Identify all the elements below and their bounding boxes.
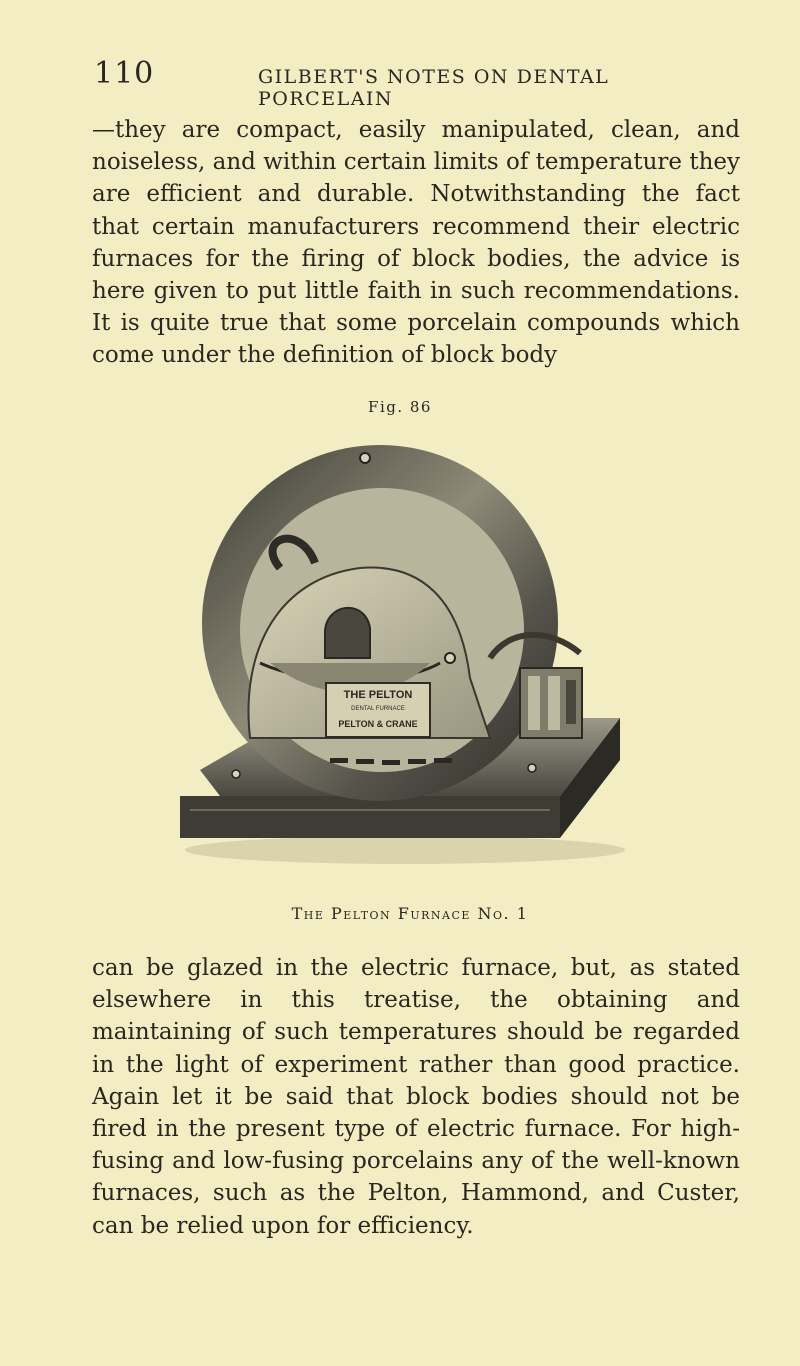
base-front	[180, 796, 560, 838]
figure-label: Fig. 86	[368, 398, 432, 416]
body-paragraph-1	[92, 114, 740, 372]
figure-caption: The Pelton Furnace No. 1	[291, 904, 529, 923]
page-number: 110	[94, 56, 155, 91]
body-paragraph-2	[92, 952, 740, 1242]
paragraph-text: —they are compact, easily manipulated, clean, and noiseless, and within certain limits of temperature they are efficient and durable. Notwithstanding the fact that certain manufacturers recommend their electric furnaces for the firing of block bodies, the advice is here given to put little faith in such recommendations. It is quite true that some porcelain compounds which come under the definition of block body	[92, 117, 740, 369]
furnace-illustration	[160, 418, 630, 878]
running-title: GILBERT'S NOTES ON DENTAL PORCELAIN	[258, 66, 610, 110]
floor-shadow	[185, 836, 625, 864]
page-header	[90, 56, 730, 110]
furnace-drawing	[160, 418, 630, 878]
muffle-door	[325, 608, 370, 658]
nameplate-line-1: THE PELTON	[343, 689, 413, 701]
nameplate-line-2: DENTAL FURNACE	[351, 706, 405, 712]
nameplate-line-3: PELTON & CRANE	[338, 719, 418, 729]
paragraph-text: can be glazed in the electric furnace, but, as stated elsewhere in this treatise, the obtaining and maintaining of such temperatures should be regarded in the light of experiment rather than good practice. Again let it be said that block bodies should not be fired in the present type of electric furnace. For high-fusing and low-fusing porcelains any of the well-known furnaces, such as the Pelton, Hammond, and Custer, can be relied upon for efficiency.	[92, 955, 740, 1239]
